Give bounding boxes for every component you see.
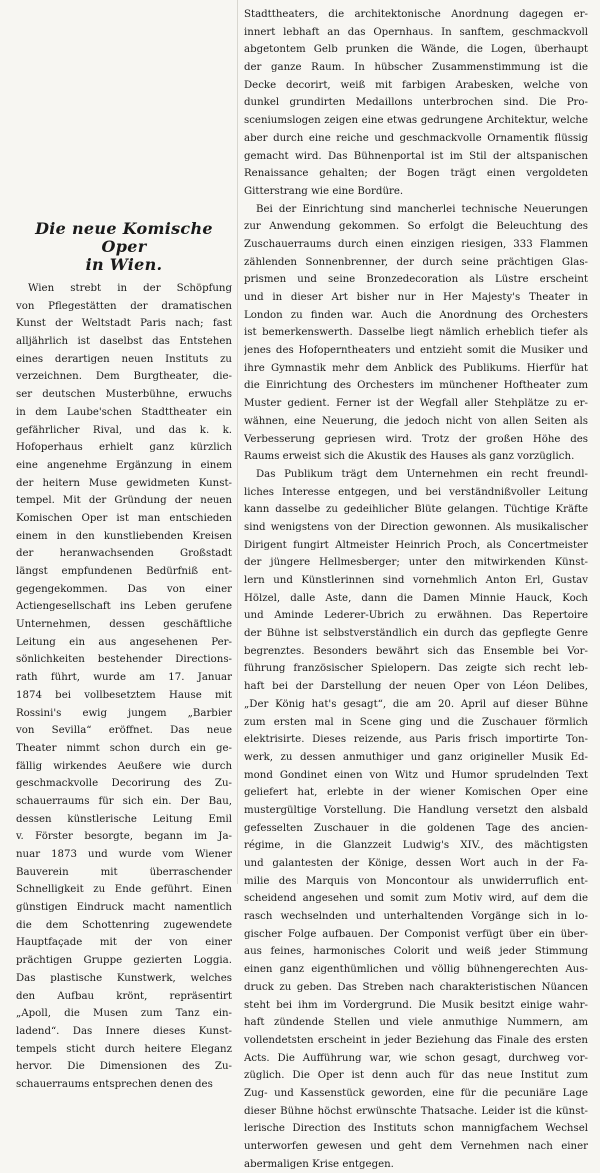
text-line: längst empfundenen Bedürfniß ent-	[16, 566, 232, 577]
text-line: geschmackvolle Decorirung des Zu-	[16, 778, 232, 790]
text-line: wähnen, eine Neuerung, die jedoch nicht von allen Seiten als	[244, 415, 588, 427]
text-line: begrenztes. Besonders bewährt sich das Ensemble bei Vor-	[244, 645, 588, 657]
text-line: die dem Schottenring zugewendete	[16, 919, 232, 931]
text-line: gegengekommen. Das von einer	[16, 583, 232, 595]
text-line: Dirigent fungirt Altmeister Heinrich Proch, als Concertmeister	[244, 539, 588, 551]
text-line: lern und Künstlerinnen sind vornehmlich Anton Erl, Gustav	[244, 575, 588, 586]
text-line: geliefert hat, erlebte in der wiener Komischen Oper eine	[244, 787, 588, 799]
text-line: führung französischer Spielopern. Das zeigte sich recht leb-	[244, 663, 588, 675]
text-line: günstigen Eindruck macht namentlich	[16, 902, 232, 914]
text-line: von Pflegestätten der dramatischen	[16, 300, 232, 312]
text-line: London zu finden war. Auch die Anordnung des Orchesters	[244, 309, 588, 321]
text-line: Muster gedient. Ferner ist der Wegfall aller Stehplätze zu er-	[244, 398, 588, 410]
text-line: Hölzel, dalle Aste, dann die Damen Minnie Hauck, Koch	[244, 592, 588, 604]
text-line: sind wenigstens von der Direction gewonnen. Als musikalischer	[244, 521, 588, 533]
text-line: Theater nimmt schon durch ein ge-	[16, 742, 232, 754]
text-line: régime, in die Glanzzeit Ludwig's XIV., des mächtigsten	[244, 840, 588, 852]
text-line: Das Publikum trägt dem Unternehmen ein recht freundl-	[256, 468, 588, 480]
text-line: Hofoperhaus erhielt ganz kürzlich	[16, 442, 232, 454]
text-line: dieser Bühne höchst erwünschte Thatsache. Leider ist die künst-	[244, 1105, 588, 1117]
text-line: der ganze Raum. In hübscher Zusammenstimmung ist die	[244, 62, 588, 74]
text-line: ihre Gymnastik mehr dem Anblick des Publikums. Hierfür hat	[244, 362, 588, 374]
text-line: werk, zu dessen anmuthiger und ganz origineller Musik Ed-	[244, 751, 588, 763]
text-line: Zuschauerraums durch einen einzigen riesigen, 333 Flammen	[244, 238, 588, 250]
text-line: Kunst der Weltstadt Paris nach; fast	[16, 318, 232, 330]
text-line: Raums erweist sich die Akustik des Hauses als ganz vorzüglich.	[244, 451, 575, 463]
text-line: zum ersten mal in Scene ging und die Zuschauer förmlich	[244, 716, 588, 728]
text-line: von Sevilla“ eröffnet. Das neue	[16, 725, 232, 737]
text-line: mond Gondinet einen von Witz und Humor sprudelnden Text	[244, 769, 588, 781]
text-line: den Aufbau krönt, repräsentirt	[16, 990, 232, 1002]
text-line: liches Interesse entgegen, und bei verständnißvoller Leitung	[244, 486, 588, 498]
text-line: vollendetsten erscheint in jeder Beziehung das Finale des ersten	[244, 1034, 588, 1046]
text-line: innert lebhaft an das Opernhaus. In sanftem, geschmackvoll	[244, 26, 588, 38]
text-line: sceniumslogen zeigen eine etwas gedrungene Architektur, welche	[244, 115, 588, 127]
text-line: mustergültige Vorstellung. Die Handlung versetzt den alsbald	[244, 804, 588, 816]
text-line: gischer Folge aufbauen. Der Componist verfügt über ein über-	[244, 928, 588, 940]
text-line: der jüngere Hellmesberger; unter den mitwirkenden Künst-	[244, 557, 588, 569]
text-line: nuar 1873 und wurde vom Wiener	[16, 849, 232, 860]
text-line: gefährlicher Rival, und das k. k.	[16, 424, 232, 436]
text-line: schauerraums für sich ein. Der Bau,	[16, 795, 232, 807]
text-line: Gitterstrang wie eine Bordüre.	[244, 185, 404, 197]
text-line: und Aminde Lederer-Ubrich zu erwähnen. Das Repertoire	[244, 610, 588, 622]
text-line: milie des Marquis von Moncontour als unwiderruflich ent-	[244, 875, 588, 887]
title-line-2: in Wien.	[85, 255, 163, 274]
text-line: abermaligen Krise entgegen.	[244, 1158, 394, 1170]
text-line: ser deutschen Musterbühne, erwuchs	[16, 389, 232, 401]
text-line: ladend“. Das Innere dieses Kunst-	[16, 1025, 232, 1037]
text-line: Stadttheaters, die architektonische Anordnung dagegen er-	[244, 9, 588, 20]
text-line: verzeichnen. Dem Burgtheater, die-	[16, 371, 232, 383]
text-line: unterworfen gewesen und geht dem Vernehmen nach einer	[244, 1141, 588, 1152]
text-line: aber durch eine reiche und geschmackvolle Ornamentik flüssig	[244, 132, 588, 144]
text-line: abgetontem Gelb prunken die Wände, die Logen, überhaupt	[244, 44, 588, 56]
text-line: tempels sticht durch heitere Eleganz	[16, 1043, 232, 1055]
text-line: Renaissance gehalten; der Bogen trägt einen vergoldeten	[244, 168, 588, 180]
text-line: und in dieser Art bisher nur in Her Majesty's Theater in	[244, 292, 588, 303]
text-line: rath führt, wurde am 17. Januar	[16, 672, 232, 684]
text-line: dessen künstlerische Leitung Emil	[16, 813, 232, 825]
text-line: prismen und seine Bronzedecoration als Lüstre erscheint	[244, 274, 588, 286]
text-line: Zug- und Kassenstück geworden, eine für die pecuniäre Lage	[244, 1087, 588, 1099]
text-line: einen ganz eigenthümlichen und völlig bühnengerechten Aus-	[244, 964, 588, 976]
text-line: Rossini's ewig jungem „Barbier	[16, 707, 232, 719]
right-column-text	[244, 6, 588, 1173]
text-line: Bauverein mit überraschender	[16, 866, 232, 878]
text-line: gemacht wird. Das Bühnenportal ist im Stil der altspanischen	[244, 150, 588, 162]
text-line: und galantesten der Könige, dessen Wort auch in der Fa-	[244, 858, 588, 869]
text-line: hervor. Die Dimensionen des Zu-	[16, 1061, 232, 1073]
text-line: tempel. Mit der Gründung der neuen	[16, 495, 232, 507]
text-line: jenes des Hofoperntheaters und entzieht somit die Musiker und	[244, 345, 588, 357]
text-line: v. Förster besorgte, begann im Ja-	[16, 831, 232, 843]
text-line: „Apoll, die Musen zum Tanz ein-	[16, 1008, 232, 1020]
text-line: dunkel grundirten Medaillons unterbrochen sind. Die Pro-	[244, 97, 588, 109]
text-line: eine angenehme Ergänzung in einem	[16, 459, 232, 471]
text-line: Hauptfaçade mit der von einer	[16, 937, 232, 949]
text-line: Unternehmen, dessen geschäftliche	[16, 619, 232, 631]
right-column	[244, 6, 588, 1173]
text-line: in dem Laube'schen Stadttheater ein	[16, 406, 232, 418]
text-line: Komischen Oper ist man entschieden	[16, 512, 232, 524]
text-line: scheidend angesehen und somit zum Motiv wird, auf dem die	[244, 893, 588, 905]
text-line: zählenden Sonnenbrenner, der durch seine prächtigen Glas-	[244, 256, 588, 268]
text-line: sönlichkeiten bestehender Directions-	[16, 654, 232, 666]
text-line: eines derartigen neuen Instituts zu	[16, 353, 232, 365]
text-line: einem in den kunstliebenden Kreisen	[16, 530, 232, 542]
text-line: Verbesserung gepriesen wird. Trotz der großen Höhe des	[244, 433, 588, 445]
text-line: 1874 bei vollbesetztem Hause mit	[16, 689, 232, 701]
text-line: gefesselten Zuschauer in die goldenen Tage des ancien-	[244, 822, 588, 834]
text-line: steht bei ihm im Vordergrund. Die Musik besitzt einige wahr-	[244, 999, 588, 1011]
text-line: Das plastische Kunstwerk, welches	[16, 972, 232, 984]
text-line: alljährlich ist daselbst das Entstehen	[16, 336, 232, 348]
text-line: die Einrichtung des Orchesters im münchener Hoftheater zum	[244, 380, 588, 392]
text-line: schauerraums entsprechen denen des	[16, 1078, 213, 1090]
text-line: fällig wirkendes Aeußere wie durch	[16, 760, 232, 772]
text-line: aus feines, harmonisches Colorit und weiß jeder Stimmung	[244, 946, 588, 958]
title-line-1: Die neue Komische Oper	[35, 219, 213, 256]
text-line: Decke decorirt, weiß mit farbigen Arabesken, welche von	[244, 79, 588, 91]
text-line: lerische Direction des Instituts schon mannigfachem Wechsel	[244, 1123, 588, 1135]
text-line: „Der König hat's gesagt“, die am 20. April auf dieser Bühne	[244, 698, 588, 710]
text-line: Bei der Einrichtung sind mancherlei technische Neuerungen	[256, 203, 588, 215]
text-line: haft zündende Stellen und viele anmuthige Nummern, am	[244, 1017, 588, 1029]
text-line: Acts. Die Aufführung war, wie schon gesagt, durchweg vor-	[244, 1052, 588, 1064]
left-column-text	[16, 280, 232, 1094]
text-line: druck zu geben. Das Streben nach charakteristischen Nüancen	[244, 981, 588, 993]
text-line: Actiengesellschaft ins Leben gerufene	[16, 601, 232, 613]
article-title	[16, 220, 232, 274]
text-line: der heranwachsenden Großstadt	[16, 548, 232, 560]
text-line: ist bemerkenswerth. Dasselbe liegt nämlich erheblich tiefer als	[244, 327, 588, 339]
text-line: kann dasselbe zu gedeihlicher Blüte gelangen. Tüchtige Kräfte	[244, 504, 588, 516]
text-line: Wien strebt in der Schöpfung	[28, 283, 232, 294]
text-line: Schnelligkeit zu Ende geführt. Einen	[16, 884, 232, 896]
text-line: zur Anwendung gekommen. So erfolgt die Beleuchtung des	[244, 221, 588, 233]
text-line: elektrisirte. Dieses reizende, aus Paris frisch importirte Ton-	[244, 734, 588, 746]
text-line: Leitung ein aus angesehenen Per-	[16, 636, 232, 648]
column-divider	[237, 0, 238, 884]
text-line: haft bei der Darstellung der neuen Oper von Léon Delibes,	[244, 681, 588, 693]
text-line: züglich. Die Oper ist denn auch für das neue Institut zum	[244, 1070, 588, 1082]
text-line: prächtigen Gruppe gezierten Loggia.	[16, 955, 232, 967]
left-column	[16, 220, 232, 1094]
text-line: der Bühne ist selbstverständlich ein durch das gepflegte Genre	[244, 628, 588, 640]
text-line: der heitern Muse gewidmeten Kunst-	[16, 477, 232, 489]
text-line: rasch wechselnden und unterhaltenden Vorgänge sich in lo-	[244, 911, 588, 923]
